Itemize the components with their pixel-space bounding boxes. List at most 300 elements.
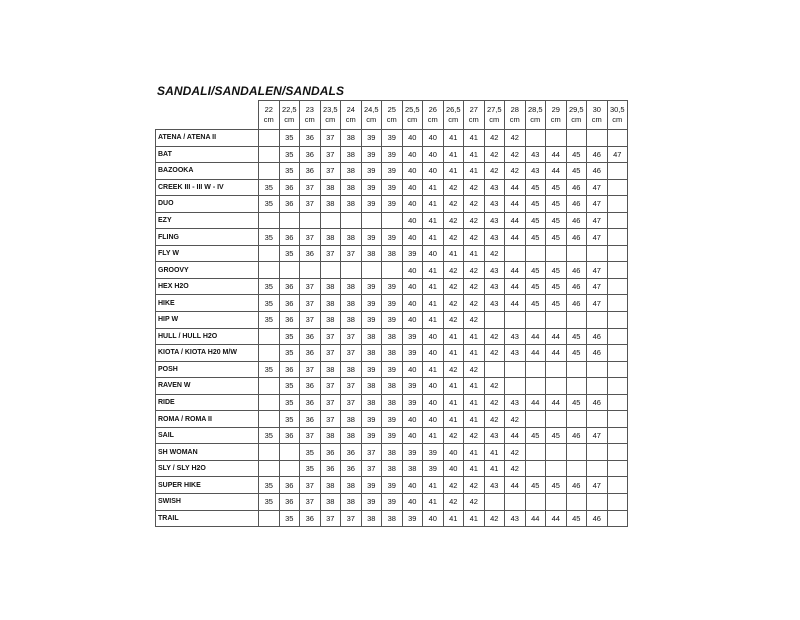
eu-size-cell <box>525 494 546 511</box>
eu-size-cell <box>607 477 628 494</box>
eu-size-cell <box>607 212 628 229</box>
model-name: GROOVY <box>156 262 259 279</box>
eu-size-cell: 41 <box>464 394 485 411</box>
eu-size-cell: 41 <box>443 163 464 180</box>
eu-size-cell: 42 <box>443 196 464 213</box>
eu-size-cell: 39 <box>402 444 423 461</box>
size-column-header <box>402 101 423 130</box>
eu-size-cell: 40 <box>402 295 423 312</box>
eu-size-cell: 47 <box>607 146 628 163</box>
eu-size-cell: 39 <box>382 146 403 163</box>
eu-size-cell <box>505 312 526 329</box>
eu-size-cell <box>505 494 526 511</box>
eu-size-cell: 39 <box>361 179 382 196</box>
eu-size-cell: 37 <box>341 345 362 362</box>
eu-size-cell: 42 <box>464 196 485 213</box>
eu-size-cell: 36 <box>320 460 341 477</box>
model-name: DUO <box>156 196 259 213</box>
eu-size-cell <box>484 312 505 329</box>
size-column-header <box>587 101 608 130</box>
size-unit: cm <box>550 115 561 124</box>
eu-size-cell: 39 <box>382 163 403 180</box>
eu-size-cell: 38 <box>320 494 341 511</box>
eu-size-cell <box>587 444 608 461</box>
eu-size-cell: 41 <box>423 179 444 196</box>
eu-size-cell: 42 <box>505 460 526 477</box>
eu-size-cell: 38 <box>341 295 362 312</box>
eu-size-cell: 38 <box>382 378 403 395</box>
size-unit: cm <box>263 115 274 124</box>
size-value: 28,5 <box>527 105 543 114</box>
eu-size-cell: 45 <box>546 278 567 295</box>
eu-size-cell: 35 <box>279 130 300 147</box>
eu-size-cell: 37 <box>320 328 341 345</box>
eu-size-cell: 46 <box>566 179 587 196</box>
size-value: 26,5 <box>445 105 461 114</box>
eu-size-cell: 42 <box>464 278 485 295</box>
eu-size-cell: 42 <box>464 427 485 444</box>
eu-size-cell: 41 <box>423 361 444 378</box>
size-chart-table <box>155 100 628 527</box>
eu-size-cell: 46 <box>566 295 587 312</box>
eu-size-cell: 44 <box>525 394 546 411</box>
eu-size-cell: 39 <box>382 295 403 312</box>
eu-size-cell: 39 <box>382 179 403 196</box>
eu-size-cell: 36 <box>279 494 300 511</box>
eu-size-cell: 35 <box>279 394 300 411</box>
eu-size-cell: 39 <box>402 510 423 527</box>
eu-size-cell: 40 <box>443 444 464 461</box>
eu-size-cell: 39 <box>361 494 382 511</box>
eu-size-cell: 41 <box>464 510 485 527</box>
eu-size-cell: 36 <box>279 278 300 295</box>
eu-size-cell: 45 <box>546 179 567 196</box>
size-value: 25 <box>387 105 396 114</box>
eu-size-cell: 44 <box>546 394 567 411</box>
eu-size-cell: 37 <box>341 378 362 395</box>
eu-size-cell: 40 <box>423 510 444 527</box>
eu-size-cell: 41 <box>443 146 464 163</box>
eu-size-cell: 37 <box>300 494 321 511</box>
eu-size-cell: 36 <box>300 394 321 411</box>
eu-size-cell: 40 <box>402 163 423 180</box>
eu-size-cell: 45 <box>525 295 546 312</box>
model-name: SH WOMAN <box>156 444 259 461</box>
eu-size-cell <box>525 460 546 477</box>
table-row <box>156 477 628 494</box>
eu-size-cell <box>259 262 280 279</box>
eu-size-cell <box>546 411 567 428</box>
eu-size-cell: 38 <box>361 345 382 362</box>
eu-size-cell: 41 <box>443 394 464 411</box>
size-value: 30,5 <box>609 105 625 114</box>
eu-size-cell: 37 <box>341 510 362 527</box>
header-row <box>156 101 628 130</box>
eu-size-cell <box>259 510 280 527</box>
model-name: CREEK III - III W - IV <box>156 179 259 196</box>
eu-size-cell: 42 <box>464 312 485 329</box>
eu-size-cell: 40 <box>423 411 444 428</box>
eu-size-cell <box>566 411 587 428</box>
eu-size-cell: 42 <box>464 212 485 229</box>
eu-size-cell: 44 <box>546 510 567 527</box>
eu-size-cell: 44 <box>505 295 526 312</box>
model-name: ATENA / ATENA II <box>156 130 259 147</box>
eu-size-cell: 39 <box>361 361 382 378</box>
eu-size-cell: 45 <box>525 262 546 279</box>
eu-size-cell: 39 <box>382 278 403 295</box>
eu-size-cell: 47 <box>587 212 608 229</box>
size-unit: cm <box>571 115 582 124</box>
eu-size-cell: 38 <box>341 278 362 295</box>
eu-size-cell <box>607 510 628 527</box>
eu-size-cell: 37 <box>361 444 382 461</box>
eu-size-cell: 36 <box>279 295 300 312</box>
eu-size-cell: 37 <box>320 394 341 411</box>
eu-size-cell <box>587 460 608 477</box>
size-unit: cm <box>366 115 377 124</box>
eu-size-cell <box>546 245 567 262</box>
eu-size-cell: 45 <box>525 427 546 444</box>
eu-size-cell: 35 <box>259 179 280 196</box>
eu-size-cell <box>566 444 587 461</box>
eu-size-cell: 39 <box>361 427 382 444</box>
eu-size-cell: 39 <box>361 312 382 329</box>
eu-size-cell: 35 <box>259 361 280 378</box>
eu-size-cell: 35 <box>279 245 300 262</box>
eu-size-cell: 47 <box>587 196 608 213</box>
size-unit: cm <box>489 115 500 124</box>
eu-size-cell <box>587 312 608 329</box>
size-value: 30 <box>592 105 601 114</box>
eu-size-cell: 36 <box>300 510 321 527</box>
size-unit: cm <box>612 115 623 124</box>
eu-size-cell: 42 <box>484 411 505 428</box>
eu-size-cell <box>607 163 628 180</box>
eu-size-cell: 36 <box>300 328 321 345</box>
eu-size-cell <box>361 262 382 279</box>
eu-size-cell: 38 <box>361 378 382 395</box>
eu-size-cell: 36 <box>300 146 321 163</box>
eu-size-cell: 45 <box>525 477 546 494</box>
model-name: RIDE <box>156 394 259 411</box>
eu-size-cell: 39 <box>361 278 382 295</box>
size-column-header <box>423 101 444 130</box>
eu-size-cell: 39 <box>361 146 382 163</box>
eu-size-cell: 41 <box>464 345 485 362</box>
eu-size-cell: 47 <box>587 477 608 494</box>
eu-size-cell: 39 <box>361 196 382 213</box>
eu-size-cell <box>279 460 300 477</box>
eu-size-cell: 38 <box>320 179 341 196</box>
eu-size-cell: 38 <box>361 394 382 411</box>
model-name: HIP W <box>156 312 259 329</box>
eu-size-cell: 43 <box>484 262 505 279</box>
eu-size-cell: 36 <box>300 245 321 262</box>
eu-size-cell <box>361 212 382 229</box>
eu-size-cell: 35 <box>259 427 280 444</box>
eu-size-cell: 46 <box>587 328 608 345</box>
eu-size-cell: 41 <box>464 444 485 461</box>
eu-size-cell <box>505 361 526 378</box>
eu-size-cell: 39 <box>382 229 403 246</box>
size-value: 26 <box>428 105 437 114</box>
eu-size-cell: 42 <box>505 146 526 163</box>
eu-size-cell: 40 <box>423 130 444 147</box>
eu-size-cell: 38 <box>320 312 341 329</box>
eu-size-cell: 40 <box>423 394 444 411</box>
eu-size-cell: 41 <box>443 345 464 362</box>
eu-size-cell: 40 <box>402 212 423 229</box>
eu-size-cell <box>607 295 628 312</box>
eu-size-cell: 45 <box>546 212 567 229</box>
eu-size-cell <box>566 245 587 262</box>
eu-size-cell: 37 <box>320 345 341 362</box>
size-unit: cm <box>407 115 418 124</box>
eu-size-cell: 37 <box>361 460 382 477</box>
eu-size-cell: 42 <box>443 361 464 378</box>
eu-size-cell: 44 <box>525 345 546 362</box>
table-row <box>156 460 628 477</box>
header-corner <box>156 101 259 130</box>
eu-size-cell: 42 <box>505 130 526 147</box>
eu-size-cell: 39 <box>382 130 403 147</box>
eu-size-cell: 39 <box>402 328 423 345</box>
eu-size-cell: 42 <box>443 312 464 329</box>
eu-size-cell: 46 <box>587 146 608 163</box>
eu-size-cell: 39 <box>382 411 403 428</box>
eu-size-cell: 40 <box>402 146 423 163</box>
eu-size-cell: 46 <box>566 427 587 444</box>
eu-size-cell: 37 <box>341 245 362 262</box>
table-row <box>156 427 628 444</box>
eu-size-cell: 45 <box>546 262 567 279</box>
size-value: 28 <box>510 105 519 114</box>
eu-size-cell: 41 <box>443 328 464 345</box>
eu-size-cell <box>259 328 280 345</box>
eu-size-cell: 41 <box>423 427 444 444</box>
eu-size-cell: 35 <box>279 411 300 428</box>
eu-size-cell: 36 <box>279 361 300 378</box>
eu-size-cell <box>607 328 628 345</box>
eu-size-cell <box>484 494 505 511</box>
eu-size-cell: 41 <box>464 146 485 163</box>
eu-size-cell: 37 <box>341 328 362 345</box>
eu-size-cell: 36 <box>300 411 321 428</box>
size-column-header <box>382 101 403 130</box>
eu-size-cell: 38 <box>320 229 341 246</box>
eu-size-cell <box>259 212 280 229</box>
table-row <box>156 394 628 411</box>
eu-size-cell: 46 <box>587 163 608 180</box>
eu-size-cell: 44 <box>505 229 526 246</box>
eu-size-cell <box>341 212 362 229</box>
eu-size-cell: 42 <box>484 146 505 163</box>
eu-size-cell: 45 <box>566 146 587 163</box>
eu-size-cell: 38 <box>382 345 403 362</box>
eu-size-cell: 36 <box>300 345 321 362</box>
table-row <box>156 411 628 428</box>
table-row <box>156 130 628 147</box>
eu-size-cell: 38 <box>341 196 362 213</box>
eu-size-cell: 37 <box>341 394 362 411</box>
size-column-header <box>320 101 341 130</box>
eu-size-cell: 46 <box>566 196 587 213</box>
eu-size-cell: 42 <box>443 494 464 511</box>
eu-size-cell: 38 <box>382 510 403 527</box>
eu-size-cell: 37 <box>320 510 341 527</box>
eu-size-cell: 36 <box>300 163 321 180</box>
size-unit: cm <box>304 115 315 124</box>
eu-size-cell: 39 <box>402 245 423 262</box>
eu-size-cell: 38 <box>320 361 341 378</box>
eu-size-cell <box>587 378 608 395</box>
eu-size-cell: 44 <box>505 262 526 279</box>
eu-size-cell <box>525 378 546 395</box>
eu-size-cell: 37 <box>300 179 321 196</box>
eu-size-cell: 38 <box>320 427 341 444</box>
eu-size-cell: 46 <box>587 394 608 411</box>
eu-size-cell: 37 <box>320 130 341 147</box>
eu-size-cell: 45 <box>525 278 546 295</box>
eu-size-cell <box>546 494 567 511</box>
eu-size-cell: 41 <box>423 477 444 494</box>
eu-size-cell: 38 <box>341 361 362 378</box>
eu-size-cell: 38 <box>361 328 382 345</box>
eu-size-cell: 43 <box>484 212 505 229</box>
model-name: TRAIL <box>156 510 259 527</box>
eu-size-cell: 38 <box>320 295 341 312</box>
eu-size-cell: 38 <box>341 427 362 444</box>
eu-size-cell: 39 <box>382 361 403 378</box>
eu-size-cell: 44 <box>505 196 526 213</box>
table-row <box>156 510 628 527</box>
eu-size-cell: 39 <box>423 444 444 461</box>
model-name: SWISH <box>156 494 259 511</box>
eu-size-cell: 41 <box>464 411 485 428</box>
eu-size-cell: 39 <box>361 163 382 180</box>
eu-size-cell: 46 <box>566 262 587 279</box>
eu-size-cell: 47 <box>587 295 608 312</box>
eu-size-cell: 39 <box>382 477 403 494</box>
eu-size-cell <box>607 312 628 329</box>
eu-size-cell <box>607 460 628 477</box>
model-name: SUPER HIKE <box>156 477 259 494</box>
model-name: POSH <box>156 361 259 378</box>
eu-size-cell: 44 <box>505 179 526 196</box>
eu-size-cell: 36 <box>300 130 321 147</box>
table-row <box>156 378 628 395</box>
eu-size-cell: 40 <box>402 427 423 444</box>
eu-size-cell: 40 <box>402 411 423 428</box>
size-value: 22 <box>264 105 273 114</box>
eu-size-cell: 39 <box>402 394 423 411</box>
size-value: 27,5 <box>486 105 502 114</box>
eu-size-cell: 40 <box>402 179 423 196</box>
eu-size-cell <box>607 229 628 246</box>
eu-size-cell: 42 <box>464 361 485 378</box>
model-name: EZY <box>156 212 259 229</box>
eu-size-cell: 43 <box>484 278 505 295</box>
eu-size-cell: 41 <box>423 295 444 312</box>
eu-size-cell: 38 <box>341 312 362 329</box>
eu-size-cell: 37 <box>320 411 341 428</box>
eu-size-cell <box>259 245 280 262</box>
eu-size-cell: 37 <box>320 146 341 163</box>
size-column-header <box>546 101 567 130</box>
eu-size-cell: 40 <box>402 262 423 279</box>
eu-size-cell: 43 <box>484 477 505 494</box>
table-row <box>156 361 628 378</box>
eu-size-cell: 41 <box>484 460 505 477</box>
eu-size-cell: 41 <box>423 196 444 213</box>
size-column-header <box>525 101 546 130</box>
eu-size-cell: 35 <box>279 146 300 163</box>
eu-size-cell: 38 <box>341 146 362 163</box>
eu-size-cell <box>525 444 546 461</box>
eu-size-cell <box>259 378 280 395</box>
eu-size-cell: 42 <box>443 278 464 295</box>
eu-size-cell: 42 <box>484 245 505 262</box>
eu-size-cell: 46 <box>566 229 587 246</box>
eu-size-cell <box>607 130 628 147</box>
eu-size-cell: 39 <box>361 229 382 246</box>
eu-size-cell: 47 <box>587 179 608 196</box>
size-column-header <box>505 101 526 130</box>
eu-size-cell <box>566 494 587 511</box>
eu-size-cell: 42 <box>505 411 526 428</box>
eu-size-cell: 37 <box>320 163 341 180</box>
eu-size-cell: 41 <box>423 262 444 279</box>
size-value: 27 <box>469 105 478 114</box>
eu-size-cell: 42 <box>484 378 505 395</box>
eu-size-cell: 39 <box>361 411 382 428</box>
eu-size-cell: 45 <box>546 295 567 312</box>
eu-size-cell: 35 <box>279 510 300 527</box>
eu-size-cell: 42 <box>484 163 505 180</box>
size-value: 29 <box>551 105 560 114</box>
size-column-header <box>361 101 382 130</box>
eu-size-cell <box>320 262 341 279</box>
eu-size-cell: 42 <box>484 130 505 147</box>
eu-size-cell: 40 <box>402 229 423 246</box>
table-row <box>156 179 628 196</box>
eu-size-cell: 35 <box>259 312 280 329</box>
eu-size-cell: 45 <box>546 427 567 444</box>
eu-size-cell: 35 <box>279 328 300 345</box>
table-row <box>156 245 628 262</box>
eu-size-cell <box>607 245 628 262</box>
eu-size-cell: 42 <box>464 179 485 196</box>
eu-size-cell: 41 <box>423 229 444 246</box>
eu-size-cell: 42 <box>484 345 505 362</box>
size-unit: cm <box>591 115 602 124</box>
size-unit: cm <box>509 115 520 124</box>
eu-size-cell: 38 <box>341 229 362 246</box>
eu-size-cell: 35 <box>279 345 300 362</box>
size-unit: cm <box>386 115 397 124</box>
eu-size-cell <box>525 411 546 428</box>
eu-size-cell <box>525 361 546 378</box>
eu-size-cell <box>300 262 321 279</box>
eu-size-cell: 41 <box>464 460 485 477</box>
eu-size-cell: 38 <box>341 411 362 428</box>
eu-size-cell <box>546 130 567 147</box>
eu-size-cell: 37 <box>300 427 321 444</box>
table-row <box>156 262 628 279</box>
eu-size-cell: 45 <box>546 196 567 213</box>
table-row <box>156 163 628 180</box>
